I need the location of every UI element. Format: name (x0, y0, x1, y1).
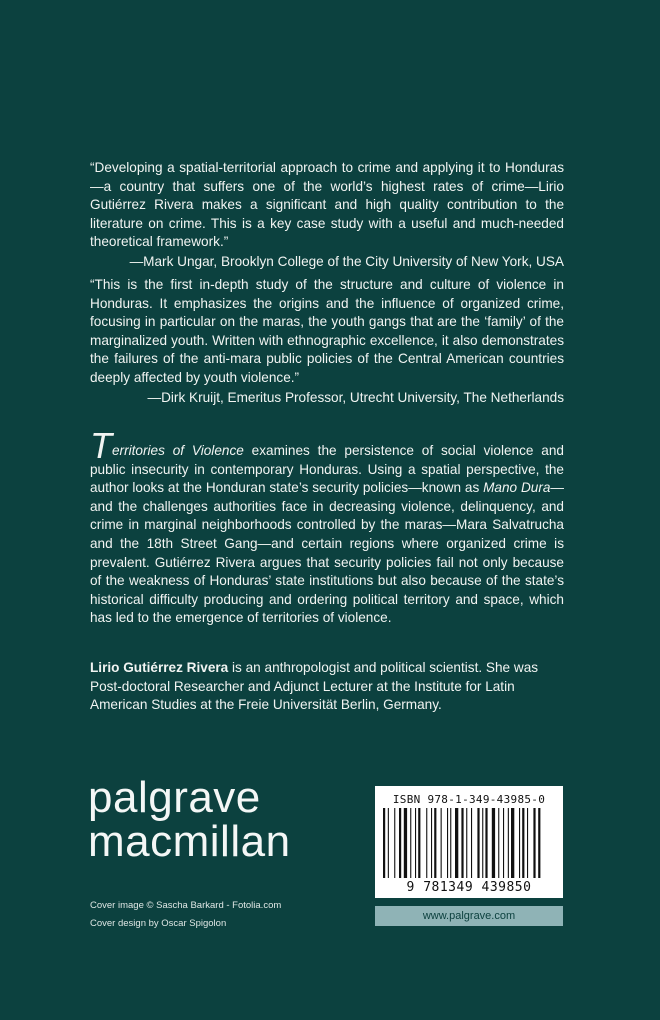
book-description (90, 425, 564, 628)
drop-cap: T (90, 425, 112, 466)
mano-dura-term: Mano Dura (483, 480, 551, 496)
cover-credits (90, 897, 281, 933)
book-title: erritories of Violence (112, 443, 244, 458)
publisher-website[interactable]: www.palgrave.com (375, 906, 563, 926)
quote-text: “This is the first in-depth study of the structure and culture of violence in Honduras. It emphasizes the origins and the influence of organized crime, focusing in particular on the maras, the youth gangs that are the ‘family’ of the marginalized youth. Written with ethnographic excellence, it also demonstrates the failures of the anti-mara public policies of the Central American countries deeply affected by youth violence.” (90, 277, 564, 385)
endorsement-quote-2 (90, 276, 564, 407)
ean-number: 9 781349 439850 (406, 880, 532, 895)
logo-line-macmillan: macmillan (88, 817, 291, 866)
barcode-bars-icon (383, 808, 555, 878)
description-text-1: examines the persistence of social violence and public insecurity in contemporary Honduras. Using a spatial perspective, the author looks at the Honduran state’s security policies—known as (90, 443, 564, 496)
endorsement-quote-1 (90, 159, 564, 272)
logo-line-palgrave: palgrave (88, 773, 261, 822)
description-text-2: —and the challenges authorities face in decreasing violence, delinquency, and crime in marginal neighborhoods controlled by the maras—Mara Salvatrucha and the 18th Street Gang—and certain regions where organized crime is prevalent. Gutiérrez Rivera argues that security policies fail not only because of the weakness of Honduras’ state institutions but also because of the state’s historical difficulty producing and ordering political territory and space, which has led to the emergence of territories of violence. (90, 480, 564, 626)
quote-attribution: —Mark Ungar, Brooklyn College of the City University of New York, USA (129, 253, 564, 269)
author-bio (90, 659, 564, 715)
author-bio-text: is an anthropologist and political scientist. She was Post-doctoral Researcher and Adjunct Lecturer at the Institute for Latin American Studies at the Freie Universität Berlin, Germany. (90, 660, 539, 713)
publisher-logo (88, 773, 291, 866)
quote-text: “Developing a spatial-territorial approach to crime and applying it to Honduras—a country that suffers one of the world’s highest rates of crime—Lirio Gutiérrez Rivera makes a significant and high quality contribution to the literature on crime. This is a key case study with a useful and much-needed theoretical framework.” (90, 160, 564, 250)
quote-attribution: —Dirk Kruijt, Emeritus Professor, Utrecht University, The Netherlands (147, 389, 564, 405)
cover-design-credit: Cover design by Oscar Spigolon (90, 918, 227, 929)
barcode (375, 786, 563, 898)
isbn-label: ISBN 978-1-349-43985-0 (392, 793, 546, 806)
cover-image-credit: Cover image © Sascha Barkard - Fotolia.com (90, 900, 282, 911)
author-name: Lirio Gutiérrez Rivera (90, 660, 229, 675)
